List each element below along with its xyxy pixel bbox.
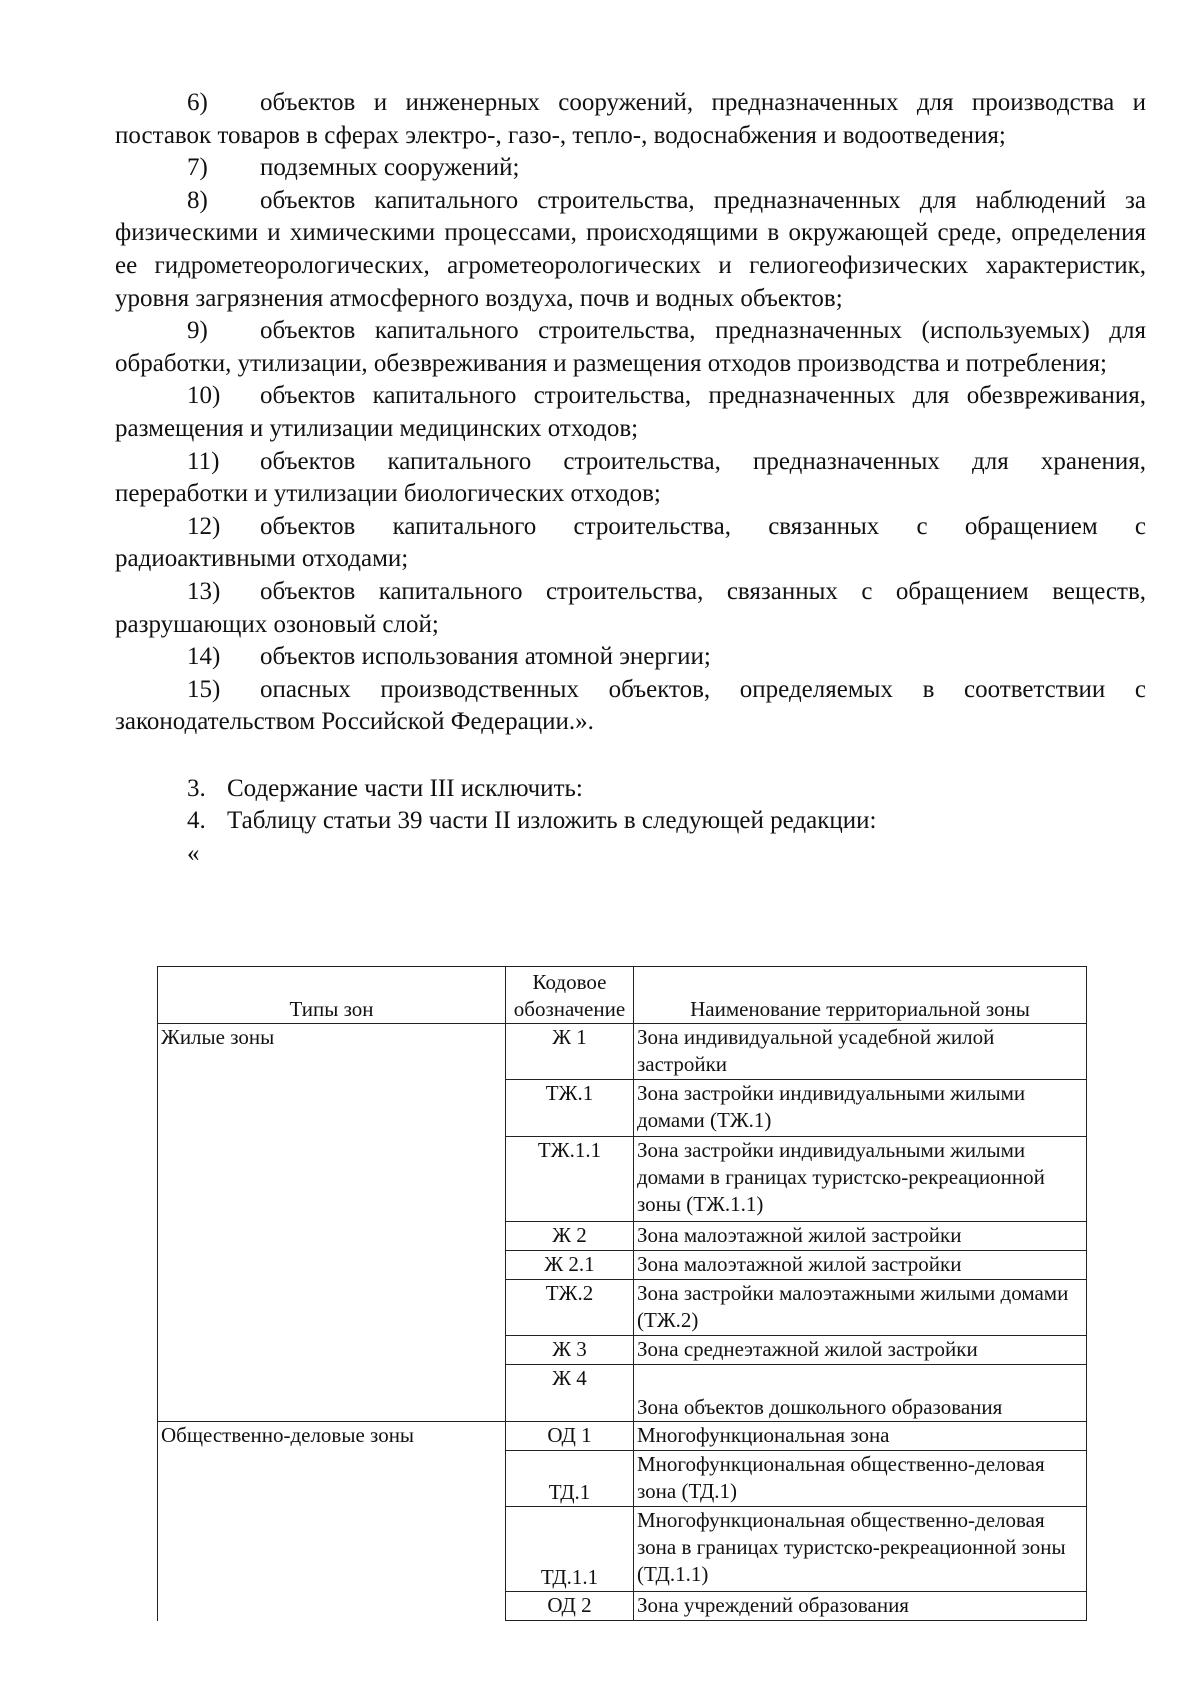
point-number: 3. xyxy=(187,774,206,802)
code-cell: Ж 3 xyxy=(506,1336,634,1365)
code-cell: ОД 1 xyxy=(506,1422,634,1451)
list-item xyxy=(115,674,1146,739)
code-cell: ТЖ.2 xyxy=(506,1280,634,1336)
spacer xyxy=(115,739,1146,773)
item-text: подземных сооружений; xyxy=(260,154,520,182)
zone-name-cell: Зона объектов дошкольного образования xyxy=(634,1365,1087,1422)
list-item xyxy=(115,641,1146,674)
item-text: объектов капитального строительства, предназначенных для наблюдений за физическими и химическими процессами, происходящими в окружающей среде, определения ее гидрометеорологических, агрометеорологических и гелиогеофизических характеристик, уровня загрязнения атмосферного воздуха, почв и водных объектов; xyxy=(115,186,1146,312)
table-row xyxy=(158,1422,1087,1451)
item-text: объектов капитального строительства, предназначенных для обезвреживания, размещения и утилизации медицинских отходов; xyxy=(115,382,1146,442)
list-item xyxy=(115,87,1146,152)
zone-type-cell: Жилые зоны xyxy=(158,1024,506,1422)
item-number: 11) xyxy=(187,447,220,475)
zone-name-cell: Зона малоэтажной жилой застройки xyxy=(634,1251,1087,1280)
point-text: Содержание части III исключить: xyxy=(227,774,583,802)
list-item xyxy=(115,576,1146,641)
zone-name-cell: Зона среднеэтажной жилой застройки xyxy=(634,1336,1087,1365)
zone-name-cell: Многофункциональная общественно-деловая зона (ТД.1) xyxy=(634,1451,1087,1507)
item-text: объектов капитального строительства, связанных с обращением веществ, разрушающих озоновый слой; xyxy=(115,577,1146,638)
zone-name-cell: Зона индивидуальной усадебной жилой застройки xyxy=(634,1024,1087,1080)
list-item xyxy=(115,446,1146,511)
item-number: 9) xyxy=(187,317,208,345)
zone-name-cell: Зона учреждений образования xyxy=(634,1592,1087,1621)
point-text: Таблицу статьи 39 части II изложить в следующей редакции: xyxy=(227,807,877,835)
code-cell: ТД.1.1 xyxy=(506,1507,634,1592)
list-item xyxy=(115,152,1146,185)
code-cell: ОД 2 xyxy=(506,1592,634,1621)
item-text: объектов и инженерных сооружений, предназначенных для производства и поставок товаров в сферах электро-, газо-, тепло-, водоснабжения и водоотведения; xyxy=(115,89,1146,149)
point-number: 4. xyxy=(187,807,206,835)
item-number: 6) xyxy=(187,89,208,116)
zone-name-cell: Зона малоэтажной жилой застройки xyxy=(634,1222,1087,1251)
code-cell: ТД.1 xyxy=(506,1451,634,1507)
item-number: 13) xyxy=(187,577,221,605)
list-item xyxy=(115,185,1146,315)
item-text: объектов использования атомной энергии; xyxy=(260,643,711,671)
header-zone-name: Наименование территориальной зоны xyxy=(634,967,1087,1024)
item-number: 8) xyxy=(187,186,208,214)
table-row xyxy=(158,1024,1087,1080)
item-number: 7) xyxy=(187,154,208,182)
table-header-row xyxy=(158,967,1087,1024)
amendment-point xyxy=(115,773,1146,806)
amendment-point xyxy=(115,805,1146,838)
code-cell: ТЖ.1.1 xyxy=(506,1137,634,1222)
code-cell: Ж 4 xyxy=(506,1365,634,1422)
item-text: объектов капитального строительства, предназначенных для хранения, переработки и утилизации биологических отходов; xyxy=(115,447,1146,508)
item-number: 10) xyxy=(187,382,221,410)
list-item xyxy=(115,315,1146,380)
item-number: 12) xyxy=(187,512,221,540)
zone-name-cell: Зона застройки индивидуальными жилыми домами в границах туристско-рекреационной зоны (ТЖ.1.1) xyxy=(634,1137,1087,1222)
document-text xyxy=(115,87,1146,868)
zone-type-cell: Общественно-деловые зоны xyxy=(158,1422,506,1621)
zones-table xyxy=(157,966,1087,1621)
list-item xyxy=(115,511,1146,576)
zone-name-cell: Зона застройки индивидуальными жилыми домами (ТЖ.1) xyxy=(634,1080,1087,1137)
header-code: Кодовое обозначение xyxy=(506,967,634,1024)
header-zone-types: Типы зон xyxy=(158,967,506,1024)
list-item xyxy=(115,380,1146,445)
code-cell: Ж 2.1 xyxy=(506,1251,634,1280)
item-number: 15) xyxy=(187,675,221,703)
zone-name-cell: Многофункциональная общественно-деловая зона в границах туристско-рекреационной зоны (ТД.1.1) xyxy=(634,1507,1087,1592)
code-cell: Ж 1 xyxy=(506,1024,634,1080)
item-text: объектов капитального строительства, предназначенных (используемых) для обработки, утилизации, обезвреживания и размещения отходов производства и потребления; xyxy=(115,317,1146,377)
code-cell: Ж 2 xyxy=(506,1222,634,1251)
item-text: объектов капитального строительства, связанных с обращением с радиоактивными отходами; xyxy=(115,512,1146,573)
zone-name-cell: Зона застройки малоэтажными жилыми домами (ТЖ.2) xyxy=(634,1280,1087,1336)
item-text: опасных производственных объектов, определяемых в соответствии с законодательством Российской Федерации.». xyxy=(115,675,1146,736)
opening-quote: « xyxy=(187,840,200,868)
code-cell: ТЖ.1 xyxy=(506,1080,634,1137)
zone-name-cell: Многофункциональная зона xyxy=(634,1422,1087,1451)
item-number: 14) xyxy=(187,643,221,671)
